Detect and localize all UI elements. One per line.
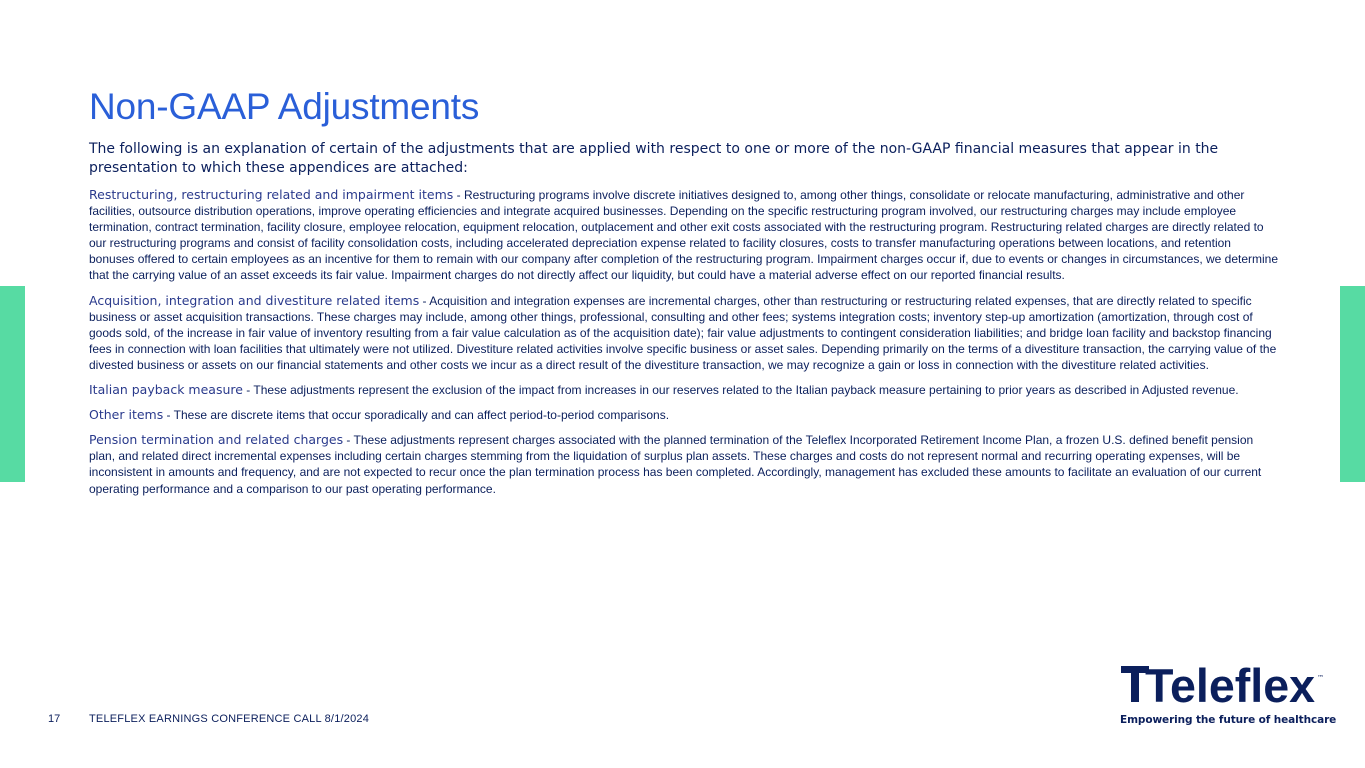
section-acquisition — [89, 293, 1279, 373]
intro-paragraph: The following is an explanation of certain of the adjustments that are applied with respect to one or more of the non-GAAP financial measures that appear in the presentation to which these appendices are attached: — [89, 141, 1219, 176]
left-accent-bar — [0, 286, 25, 482]
teleflex-logo — [1119, 662, 1337, 732]
svg-text:™: ™ — [1317, 674, 1324, 682]
section-term: Restructuring, restructuring related and impairment items — [89, 187, 454, 202]
teleflex-wordmark-logo — [1119, 662, 1329, 712]
section-term: Acquisition, integration and divestiture related items — [89, 292, 420, 308]
svg-text:Teleflex: Teleflex — [1145, 662, 1315, 712]
section-restructuring — [89, 187, 1279, 284]
right-accent-bar — [1340, 286, 1365, 482]
section-text: - These adjustments represent charges associated with the planned termination of the Teleflex Incorporated Retirement Income Plan, a frozen U.S. defined benefit pension plan, and related direct incremental expenses including certain charges stemming from the liquidation of surplus plan assets. These charges and costs do not represent normal and recurring operating expenses, will be inconsistent in amounts and frequency, and are not expected to recur once the plan termination process has been completed. Accordingly, management has excluded these amounts to facilitate an evaluation of our current operating performance and a comparison to our past operating performance. — [89, 433, 1262, 496]
section-text: - Restructuring programs involve discrete initiatives designed to, among other things, consolidate or relocate manufacturing, administrative and other facilities, outsource distribution operations, improve operating efficiencies and integrate acquired businesses. Depending on the specific restructuring program involved, our restructuring charges may include employee termination, contract termination, facility closure, employee relocation, equipment relocation, outplacement and other exit costs associated with the restructuring program. Restructuring related charges are directly related to our restructuring programs and consist of facility consolidation costs, including accelerated depreciation expense related to facility closures, costs to transfer manufacturing operations between locations, and retention bonuses offered to certain employees as an incentive for them to remain with our company after completion of the restructuring program. Impairment charges occur if, due to events or changes in circumstances, we determine that the carrying value of an asset exceeds its fair value. Impairment charges do not directly affect our liquidity, but could have a material adverse effect on our reported financial results. — [89, 188, 1279, 283]
slide-title: Non-GAAP Adjustments — [89, 86, 480, 127]
section-term: Other items — [89, 407, 164, 423]
adjustments-list — [89, 187, 1279, 506]
footer-title: TELEFLEX EARNINGS CONFERENCE CALL 8/1/2024 — [89, 713, 370, 725]
logo-tagline: Empowering the future of healthcare — [1120, 714, 1337, 726]
section-term: Pension termination and related charges — [89, 432, 344, 448]
section-term: Italian payback measure — [89, 382, 243, 398]
section-pension — [89, 432, 1279, 496]
section-italian-payback — [89, 382, 1279, 398]
page-number: 17 — [48, 713, 61, 725]
section-text: - These adjustments represent the exclusion of the impact from increases in our reserves related to the Italian payback measure pertaining to prior years as described in Adjusted revenue. — [242, 383, 1239, 398]
section-text: - Acquisition and integration expenses are incremental charges, other than restructuring or restructuring related expenses, that are directly related to specific business or asset acquisition transactions. These charges may include, among other things, professional, consulting and other fees; systems integration costs; inventory step-up amortization (amortization, through cost of goods sold, of the increase in fair value of inventory resulting from a fair value calculation as of the acquisition date); fair value adjustments to contingent consideration liabilities; and bridge loan facility and backstop financing fees in connection with loan facilities that ultimately were not utilized. Divestiture related activities involve specific business or asset sales. Depending primarily on the terms of a divestiture transaction, the carrying value of the divested business or assets on our financial statements and other costs we incur as a direct result of the divestiture transaction, we may recognize a gain or loss in connection with the divestiture related activities. — [89, 293, 1277, 372]
section-other-items — [89, 407, 1279, 423]
section-text: - These are discrete items that occur sporadically and can affect period-to-period comparisons. — [163, 408, 670, 423]
